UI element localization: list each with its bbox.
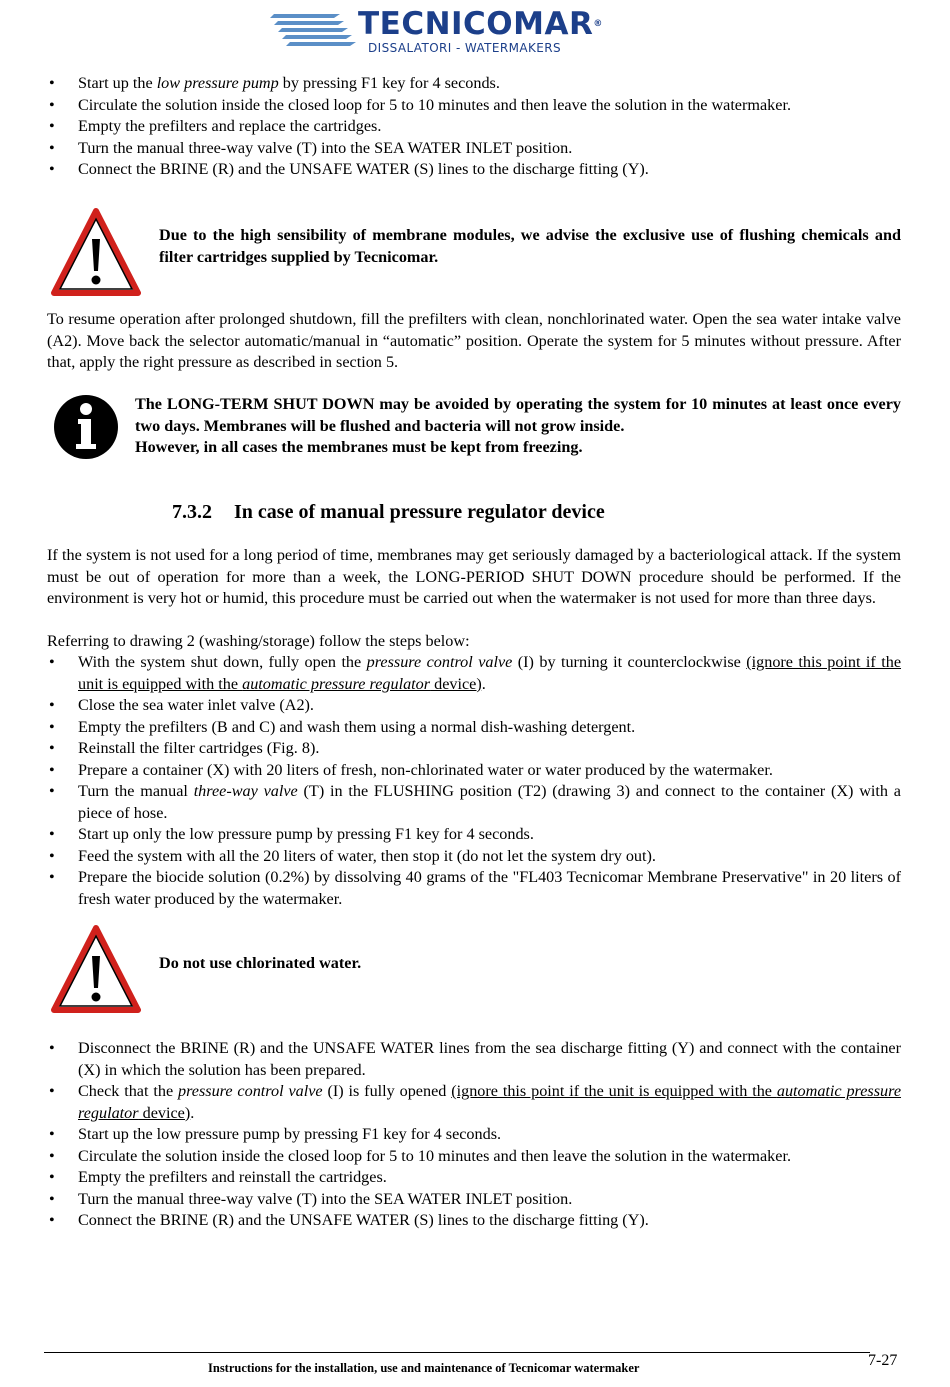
list-item: • Turn the manual three-way valve (T) in the FLUSHING position (T2) (drawing 3) and connect to the container (X) with a piece of hose. (47, 781, 901, 824)
flush-steps-list (47, 73, 901, 181)
warning-triangle-icon (51, 924, 141, 1014)
list-item: • Start up the low pressure pump by pressing F1 key for 4 seconds. (47, 1124, 901, 1146)
preservation-steps-list (47, 1038, 901, 1232)
list-item: • Check that the pressure control valve (I) is fully opened (ignore this point if the unit is equipped with the automatic pressure regulator device). (47, 1081, 901, 1124)
warning-triangle-icon (51, 207, 141, 297)
brand-subtitle: DISSALATORI - WATERMAKERS (368, 41, 561, 55)
list-item: • Disconnect the BRINE (R) and the UNSAFE WATER lines from the sea discharge fitting (Y) and connect with the container (X) in which the solution has been prepared. (47, 1038, 901, 1081)
list-item: • Reinstall the filter cartridges (Fig. 8). (47, 738, 901, 760)
resume-paragraph: To resume operation after prolonged shutdown, fill the prefilters with clean, nonchlorinated water. Open the sea water intake valve (A2). Move back the selector automatic/manual in “automatic” position. Operate the system for 5 minutes without pressure. After that, apply the right pressure as described in section 5. (47, 310, 901, 371)
info-text (135, 394, 901, 459)
list-item: • Circulate the solution inside the closed loop for 5 to 10 minutes and then leave the solution in the watermaker. (47, 95, 901, 117)
list-item: • Circulate the solution inside the closed loop for 5 to 10 minutes and then leave the solution in the watermaker. (47, 1146, 901, 1168)
info-callout (47, 392, 901, 464)
brand-name: TECNICOMAR® (358, 6, 603, 42)
list-item: • Start up the low pressure pump by pressing F1 key for 4 seconds. (47, 73, 901, 95)
warning-text: Due to the high sensibility of membrane modules, we advise the exclusive use of flushing chemicals and filter cartridges supplied by Tecnicomar. (159, 226, 901, 266)
list-item: • Close the sea water inlet valve (A2). (47, 695, 901, 717)
storage-steps-list (47, 652, 901, 910)
intro-paragraph: If the system is not used for a long period of time, membranes may get seriously damaged by a bacteriological attack. If the system must be out of operation for more than a week, the LONG-PERIOD SHUT DOWN procedure should be performed. If the environment is very hot or humid, this procedure must be carried out when the watermaker is not used for more than three days. (47, 546, 901, 607)
footer-divider (44, 1352, 870, 1353)
footer-text: Instructions for the installation, use and maintenance of Tecnicomar watermaker (208, 1361, 640, 1375)
list-item: • Prepare a container (X) with 20 liters of fresh, non-chlorinated water or water produced by the watermaker. (47, 760, 901, 782)
warning-callout (47, 205, 901, 300)
info-icon (53, 394, 119, 460)
warning-text: Do not use chlorinated water. (159, 954, 362, 972)
section-number: 7.3.2 (172, 501, 212, 523)
list-item: • Turn the manual three-way valve (T) into the SEA WATER INLET position. (47, 138, 901, 160)
list-item: • Empty the prefilters (B and C) and wash them using a normal dish-washing detergent. (47, 717, 901, 739)
warning-callout (47, 922, 901, 1017)
info-line: The LONG-TERM SHUT DOWN may be avoided by operating the system for 10 minutes at least once every two days. Membranes will be flushed and bacteria will not grow inside. (135, 395, 901, 435)
list-item: • Connect the BRINE (R) and the UNSAFE WATER (S) lines to the discharge fitting (Y). (47, 159, 901, 181)
section-title: In case of manual pressure regulator device (234, 501, 605, 523)
list-item: • Feed the system with all the 20 liters of water, then stop it (do not let the system dry out). (47, 846, 901, 868)
list-item: • Empty the prefilters and reinstall the cartridges. (47, 1167, 901, 1189)
section-heading (172, 499, 605, 525)
list-item: • Prepare the biocide solution (0.2%) by dissolving 40 grams of the "FL403 Tecnicomar Membrane Preservative" in 20 liters of fresh water produced by the watermaker. (47, 867, 901, 910)
info-line: However, in all cases the membranes must be kept from freezing. (135, 438, 583, 456)
page-number: 7-27 (868, 1352, 898, 1369)
list-item: • Turn the manual three-way valve (T) into the SEA WATER INLET position. (47, 1189, 901, 1211)
document-page (47, 0, 901, 1387)
list-item: • With the system shut down, fully open the pressure control valve (I) by turning it counterclockwise (ignore this point if the unit is equipped with the automatic pressure regulator device). (47, 652, 901, 695)
list-item: • Start up only the low pressure pump by pressing F1 key for 4 seconds. (47, 824, 901, 846)
referring-line: Referring to drawing 2 (washing/storage) follow the steps below: (47, 632, 470, 650)
list-item: • Empty the prefilters and replace the cartridges. (47, 116, 901, 138)
list-item: • Connect the BRINE (R) and the UNSAFE WATER (S) lines to the discharge fitting (Y). (47, 1210, 901, 1232)
